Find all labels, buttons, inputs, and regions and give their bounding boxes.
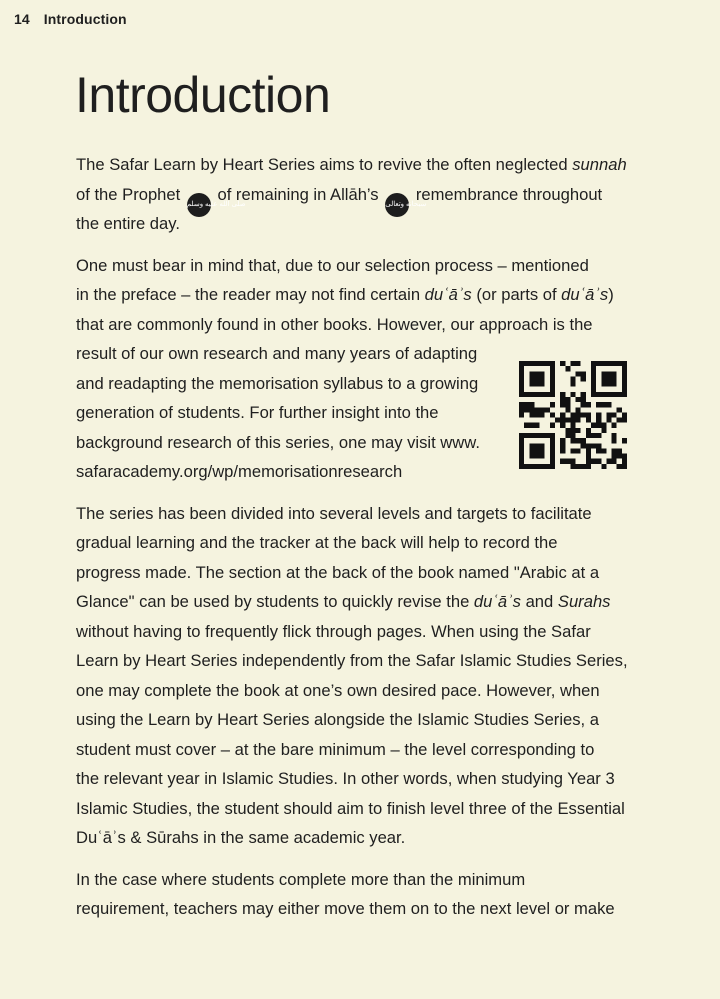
running-header xyxy=(14,11,127,27)
text-line: Islamic Studies, the student should aim to finish level three of the Essential xyxy=(76,798,625,818)
text-span: Glance" can be used by students to quickly revise the xyxy=(76,592,474,611)
italic-term: duʿāʾs xyxy=(473,592,521,611)
text-line: that are commonly found in other books. However, our approach is the xyxy=(76,314,593,334)
text-line: the entire day. xyxy=(76,214,180,233)
text-span: remembrance throughout xyxy=(411,184,603,204)
text-span: in the preface – the reader may not find certain xyxy=(76,285,425,304)
italic-term: duʿāʾs xyxy=(424,285,472,304)
text-line: student must cover – at the bare minimum – the level corresponding to xyxy=(76,739,595,759)
text-line: using the Learn by Heart Series alongside the Islamic Studies Series, a xyxy=(76,710,599,729)
page-number: 14 xyxy=(14,11,30,27)
paragraph-4 xyxy=(76,865,646,924)
text-line: and readapting the memorisation syllabus to a growing xyxy=(76,373,479,393)
text-line: requirement, teachers may either move them on to the next level or make xyxy=(76,899,615,918)
research-url[interactable]: safaracademy.org/wp/memorisationresearch xyxy=(76,462,403,481)
text-line: The series has been divided into several levels and targets to facilitate xyxy=(76,503,592,523)
text-line: background research of this series, one may visit www. xyxy=(76,432,480,452)
paragraph-3 xyxy=(76,499,646,853)
text-line: gradual learning and the tracker at the back will help to record the xyxy=(76,533,558,552)
text-line xyxy=(76,180,646,210)
italic-term: duʿāʾs xyxy=(561,285,609,304)
text-line xyxy=(76,280,646,310)
page-title: Introduction xyxy=(75,67,331,123)
text-span: ) xyxy=(608,285,614,304)
text-line: without having to frequently flick through pages. When using the Safar xyxy=(76,621,591,641)
section-name: Introduction xyxy=(43,11,127,27)
text-span: and xyxy=(520,592,558,611)
paragraph-1 xyxy=(76,150,646,239)
text-line: one may complete the book at one’s own desired pace. However, when xyxy=(76,680,600,700)
body-text xyxy=(76,150,646,924)
text-line: Duʿāʾs & Sūrahs in the same academic year. xyxy=(76,828,406,847)
prophet-salutation-seal-icon: صلى الله عليه وسلم xyxy=(187,193,211,217)
qr-code-icon[interactable] xyxy=(519,361,627,469)
text-line: One must bear in mind that, due to our selection process – mentioned xyxy=(76,255,589,275)
text-line: Learn by Heart Series independently from the Safar Islamic Studies Series, xyxy=(76,651,628,670)
allah-glorification-seal-icon: سبحانه وتعالى xyxy=(385,193,409,217)
text-span: of the Prophet xyxy=(76,184,181,204)
text-line: In the case where students complete more than the minimum xyxy=(76,869,526,889)
text-line: the relevant year in Islamic Studies. In other words, when studying Year 3 xyxy=(76,769,615,788)
text-line xyxy=(76,587,646,617)
text-line: generation of students. For further insight into the xyxy=(76,403,439,422)
text-line: progress made. The section at the back of the book named "Arabic at a xyxy=(76,562,600,582)
italic-term: sunnah xyxy=(572,155,627,174)
text-line: result of our own research and many years of adapting xyxy=(76,344,478,363)
text-span: The Safar Learn by Heart Series aims to revive the often neglected xyxy=(76,155,573,174)
text-line xyxy=(76,150,646,180)
italic-term: Surahs xyxy=(557,592,611,611)
text-span: (or parts of xyxy=(471,285,562,304)
text-span: of remaining in Allāh’s xyxy=(212,184,379,204)
